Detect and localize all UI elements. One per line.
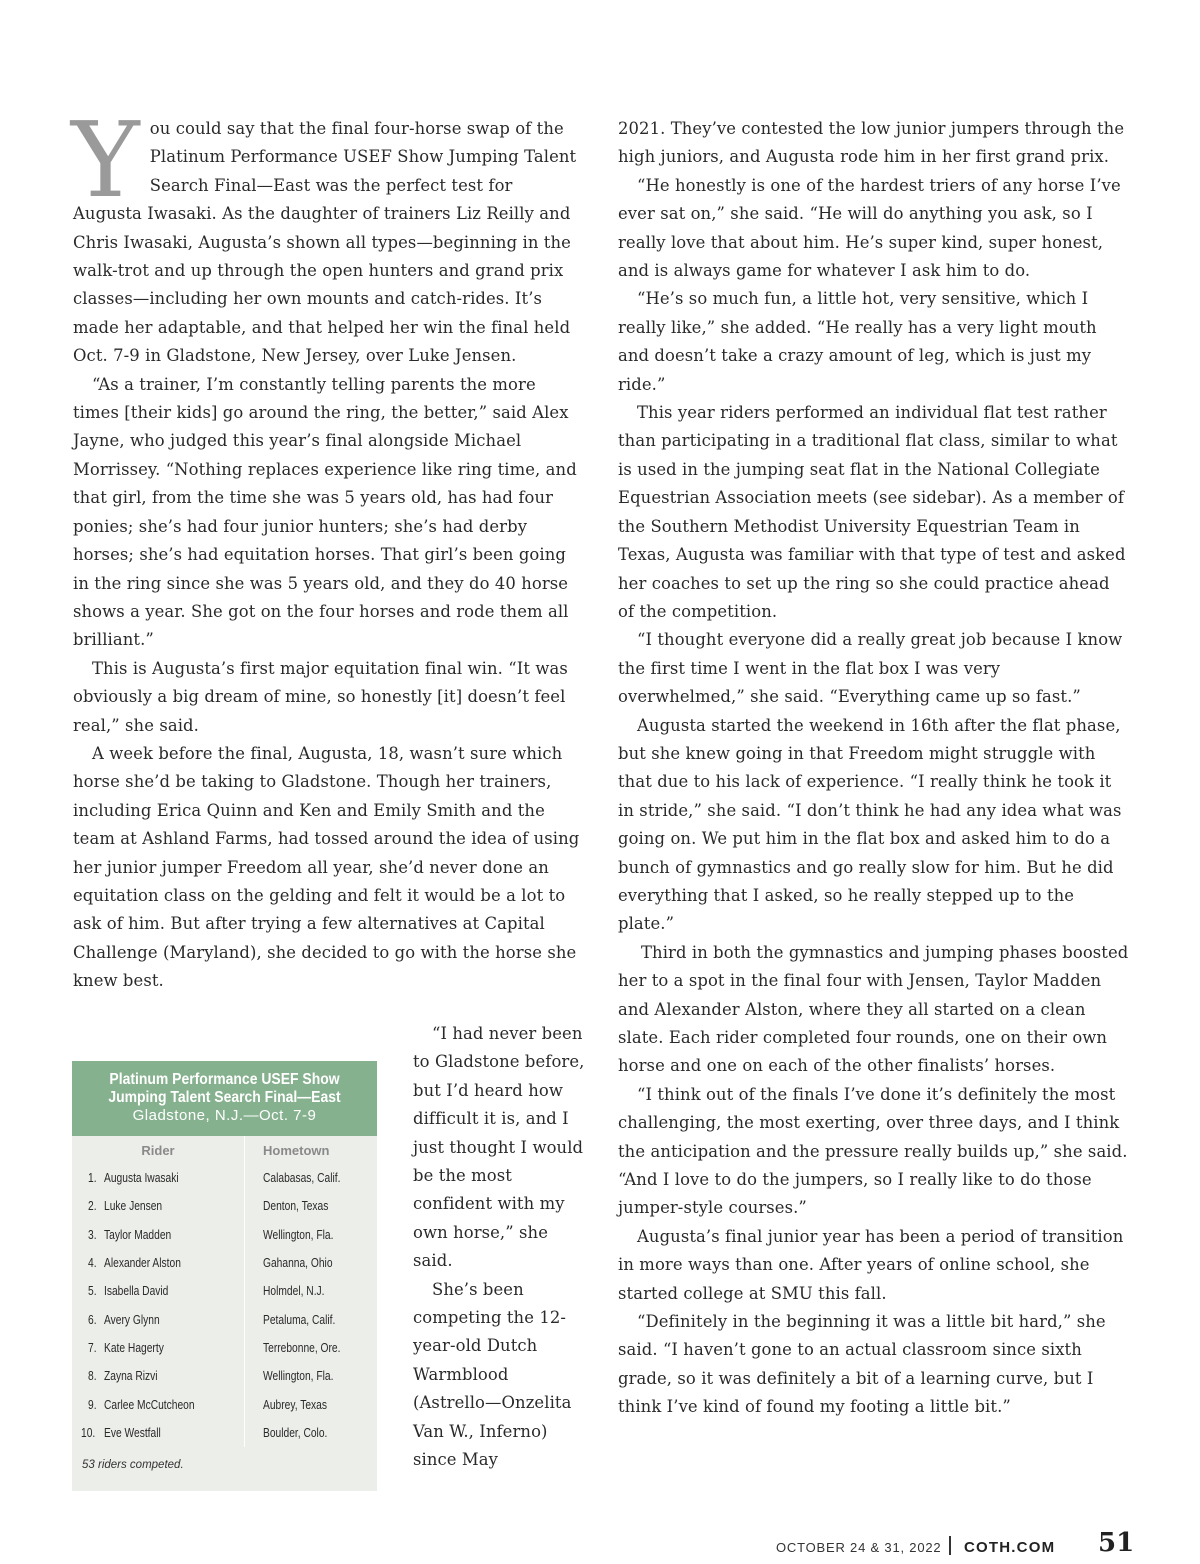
- table-row: [72, 1390, 377, 1418]
- rank: [72, 1221, 104, 1249]
- rank-text: 5.: [87, 1284, 97, 1299]
- hometown-text: Calabasas, Calif.: [263, 1171, 341, 1186]
- column-header-rider: Rider: [141, 1142, 175, 1158]
- rider-name: [104, 1249, 245, 1277]
- article-column-right: [618, 115, 1130, 1422]
- article-paragraph: “As a trainer, I’m constantly telling parents the more times [their kids] go around the ring, the better,” said Alex Jayne, who judged this year’s final alongside Michael Morrissey. “Nothing replaces experience like ring time, and that girl, from the time she was 5 years old, has had four ponies; she’s had four junior hunters; she’s had derby horses; she’s had equitation horses. That girl’s been going in the ring since she was 5 years old, and they do 40 horse shows a year. She got on the four horses and rode them all brilliant.”: [73, 374, 577, 650]
- footer-divider: [949, 1536, 951, 1555]
- article-paragraph: “I had never been to Gladstone before, but I’d heard how difficult it is, and I just thought I would be the most confident with my own horse,” she said.: [413, 1024, 585, 1271]
- rider-name-text: Alexander Alston: [104, 1256, 181, 1271]
- table-row: [72, 1305, 377, 1333]
- article-paragraph: She’s been competing the 12-year-old Dutch Warmblood (Astrello—Onzelita Van W., Inferno) since May: [413, 1279, 572, 1470]
- rider-name-text: Augusta Iwasaki: [104, 1171, 179, 1186]
- rider-name: [104, 1362, 245, 1390]
- hometown: [245, 1390, 378, 1418]
- rank-text: 10.: [80, 1425, 95, 1440]
- rank: [72, 1390, 104, 1418]
- rider-name: [104, 1334, 245, 1362]
- article-paragraph: ou could say that the final four-horse swap of the Platinum Performance USEF Show Jumping Talent Search Final—East was the perfect test for Augusta Iwasaki. As the daughter of trainers Liz Reilly and Chris Iwasaki, Augusta’s shown all types—beginning in the walk-trot and up through the open hunters and grand prix classes—including her own mounts and catch-rides. It’s made her adaptable, and that helped her win the final held Oct. 7-9 in Gladstone, New Jersey, over Luke Jensen.: [73, 119, 577, 366]
- issue-date: OCTOBER 24 & 31, 2022: [776, 1540, 942, 1555]
- page-footer: [776, 1530, 1136, 1560]
- article-paragraph: A week before the final, Augusta, 18, wasn’t sure which horse she’d be taking to Gladstone. Though her trainers, including Erica Quinn and Ken and Emily Smith and the team at Ashland Farms, had tossed around the idea of using her junior jumper Freedom all year, she’d never done an equitation class on the gelding and felt it would be a lot to ask of him. But after trying a few alternatives at Capital Challenge (Maryland), she decided to go with the horse she knew best.: [73, 743, 580, 991]
- page-number: 51: [1098, 1528, 1135, 1558]
- rider-name: [104, 1390, 245, 1418]
- rider-name: [104, 1192, 245, 1220]
- rank: [72, 1334, 104, 1362]
- hometown: [245, 1419, 378, 1447]
- article-paragraph: Third in both the gymnastics and jumping phases boosted her to a spot in the final four with Jensen, Taylor Madden and Alexander Alston, where they all started on a clean slate. Each rider completed four rounds, one on their own horse and one on each of the other finalists’ horses.: [618, 942, 1129, 1076]
- rank: [72, 1419, 104, 1447]
- rank: [72, 1249, 104, 1277]
- hometown: [245, 1277, 378, 1305]
- hometown-text: Terrebonne, Ore.: [263, 1340, 341, 1355]
- article-paragraph: This year riders performed an individual flat test rather than participating in a traditional flat class, similar to what is used in the jumping seat flat in the National Collegiate Equestrian Association meets (see sidebar). As a member of the Southern Methodist University Equestrian Team in Texas, Augusta was familiar with that type of test and asked her coaches to set up the ring so she could practice ahead of the competition.: [618, 403, 1126, 621]
- rider-name: [104, 1164, 245, 1192]
- site-name: COTH.COM: [964, 1539, 1056, 1556]
- hometown: [245, 1305, 378, 1333]
- rank: [72, 1277, 104, 1305]
- article-paragraph: Augusta’s final junior year has been a period of transition in more ways than one. After years of online school, she started college at SMU this fall.: [618, 1226, 1124, 1303]
- rank: [72, 1362, 104, 1390]
- rank: [72, 1192, 104, 1220]
- rank-text: 6.: [87, 1312, 97, 1327]
- table-row: [72, 1419, 377, 1447]
- table-row: [72, 1334, 377, 1362]
- rank-text: 8.: [87, 1369, 97, 1384]
- table-row: [72, 1277, 377, 1305]
- article-column-narrow: [413, 1020, 585, 1475]
- table-row: [72, 1164, 377, 1192]
- results-rows: [72, 1164, 377, 1447]
- hometown-text: Petaluma, Calif.: [263, 1312, 336, 1327]
- results-subtitle: Gladstone, N.J.—Oct. 7-9: [132, 1107, 317, 1124]
- hometown: [245, 1249, 378, 1277]
- results-table: [72, 1136, 377, 1447]
- article-paragraph: “He honestly is one of the hardest triers of any horse I’ve ever sat on,” she said. “He will do anything you ask, so I really love that about him. He’s super kind, super honest, and is always game for whatever I ask him to do.: [618, 175, 1121, 281]
- rank-text: 2.: [87, 1199, 97, 1214]
- hometown-text: Wellington, Fla.: [263, 1369, 334, 1384]
- rider-name-text: Carlee McCutcheon: [104, 1397, 195, 1412]
- table-row: [72, 1362, 377, 1390]
- table-row: [72, 1221, 377, 1249]
- rider-name-text: Kate Hagerty: [104, 1340, 164, 1355]
- article-paragraph: Augusta started the weekend in 16th after the flat phase, but she knew going in that Freedom might struggle with that due to his lack of experience. “I really think he took it in stride,” she said. “I don’t think he had any idea what was going on. We put him in the flat box and asked him to do a bunch of gymnastics and go really slow for him. But he did everything that I asked, so he really stepped up to the plate.”: [618, 715, 1122, 934]
- hometown-text: Gahanna, Ohio: [263, 1256, 333, 1271]
- rider-name-text: Isabella David: [104, 1284, 169, 1299]
- article-paragraph: “He’s so much fun, a little hot, very sensitive, which I really like,” she added. “He really has a very light mouth and doesn’t take a crazy amount of leg, which is just my ride.”: [618, 289, 1097, 394]
- table-row: [72, 1192, 377, 1220]
- rider-name-text: Avery Glynn: [104, 1312, 160, 1327]
- rider-name: [104, 1221, 245, 1249]
- rank-text: 7.: [87, 1340, 97, 1355]
- results-footnote: 53 riders competed.: [82, 1458, 184, 1471]
- rider-name: [104, 1277, 245, 1305]
- article-paragraph: “I thought everyone did a really great job because I know the first time I went in the flat box I was very overwhelmed,” she said. “Everything came up so fast.”: [618, 630, 1123, 707]
- rider-name-text: Luke Jensen: [104, 1199, 163, 1214]
- article-paragraph: This is Augusta’s first major equitation final win. “It was obviously a big dream of mine, so honestly [it] doesn’t feel real,” she said.: [73, 658, 568, 735]
- article-paragraph: “Definitely in the beginning it was a little bit hard,” she said. “I haven’t gone to an actual classroom since sixth grade, so it was definitely a bit of a learning curve, but I think I’ve kind of found my footing a little bit.”: [618, 1312, 1106, 1417]
- rank-text: 1.: [87, 1171, 97, 1186]
- rank: [72, 1305, 104, 1333]
- table-row: [72, 1249, 377, 1277]
- hometown: [245, 1362, 378, 1390]
- rider-name: [104, 1305, 245, 1333]
- hometown-text: Boulder, Colo.: [263, 1425, 328, 1440]
- column-header-hometown: Hometown: [245, 1136, 378, 1164]
- drop-cap: Y: [71, 99, 140, 221]
- rank-text: 9.: [87, 1397, 97, 1412]
- rider-name: [104, 1419, 245, 1447]
- rider-name-text: Taylor Madden: [104, 1227, 172, 1242]
- article-paragraph: “I think out of the finals I’ve done it’s definitely the most challenging, the most exerting, over three days, and I think the anticipation and the pressure really builds up,” she said. “And I love to do the jumpers, so I really like to do those jumper-style courses.”: [618, 1084, 1128, 1218]
- hometown: [245, 1164, 378, 1192]
- results-title: Platinum Performance USEF Show Jumping Talent Search Final—East: [108, 1071, 341, 1106]
- hometown-text: Wellington, Fla.: [263, 1227, 334, 1242]
- rank: [72, 1164, 104, 1192]
- rider-name-text: Eve Westfall: [104, 1425, 161, 1440]
- hometown-text: Denton, Texas: [263, 1199, 329, 1214]
- results-sidebar: [72, 1061, 377, 1491]
- hometown-text: Holmdel, N.J.: [263, 1284, 325, 1299]
- rider-name-text: Zayna Rizvi: [104, 1369, 158, 1384]
- hometown: [245, 1192, 378, 1220]
- rank-text: 3.: [87, 1227, 97, 1242]
- hometown: [245, 1334, 378, 1362]
- hometown-text: Aubrey, Texas: [263, 1397, 328, 1412]
- results-header: [72, 1061, 377, 1136]
- hometown: [245, 1221, 378, 1249]
- rank-text: 4.: [87, 1256, 97, 1271]
- article-paragraph: 2021. They’ve contested the low junior jumpers through the high juniors, and Augusta rode him in her first grand prix.: [618, 119, 1125, 167]
- article-column-left: [71, 99, 585, 996]
